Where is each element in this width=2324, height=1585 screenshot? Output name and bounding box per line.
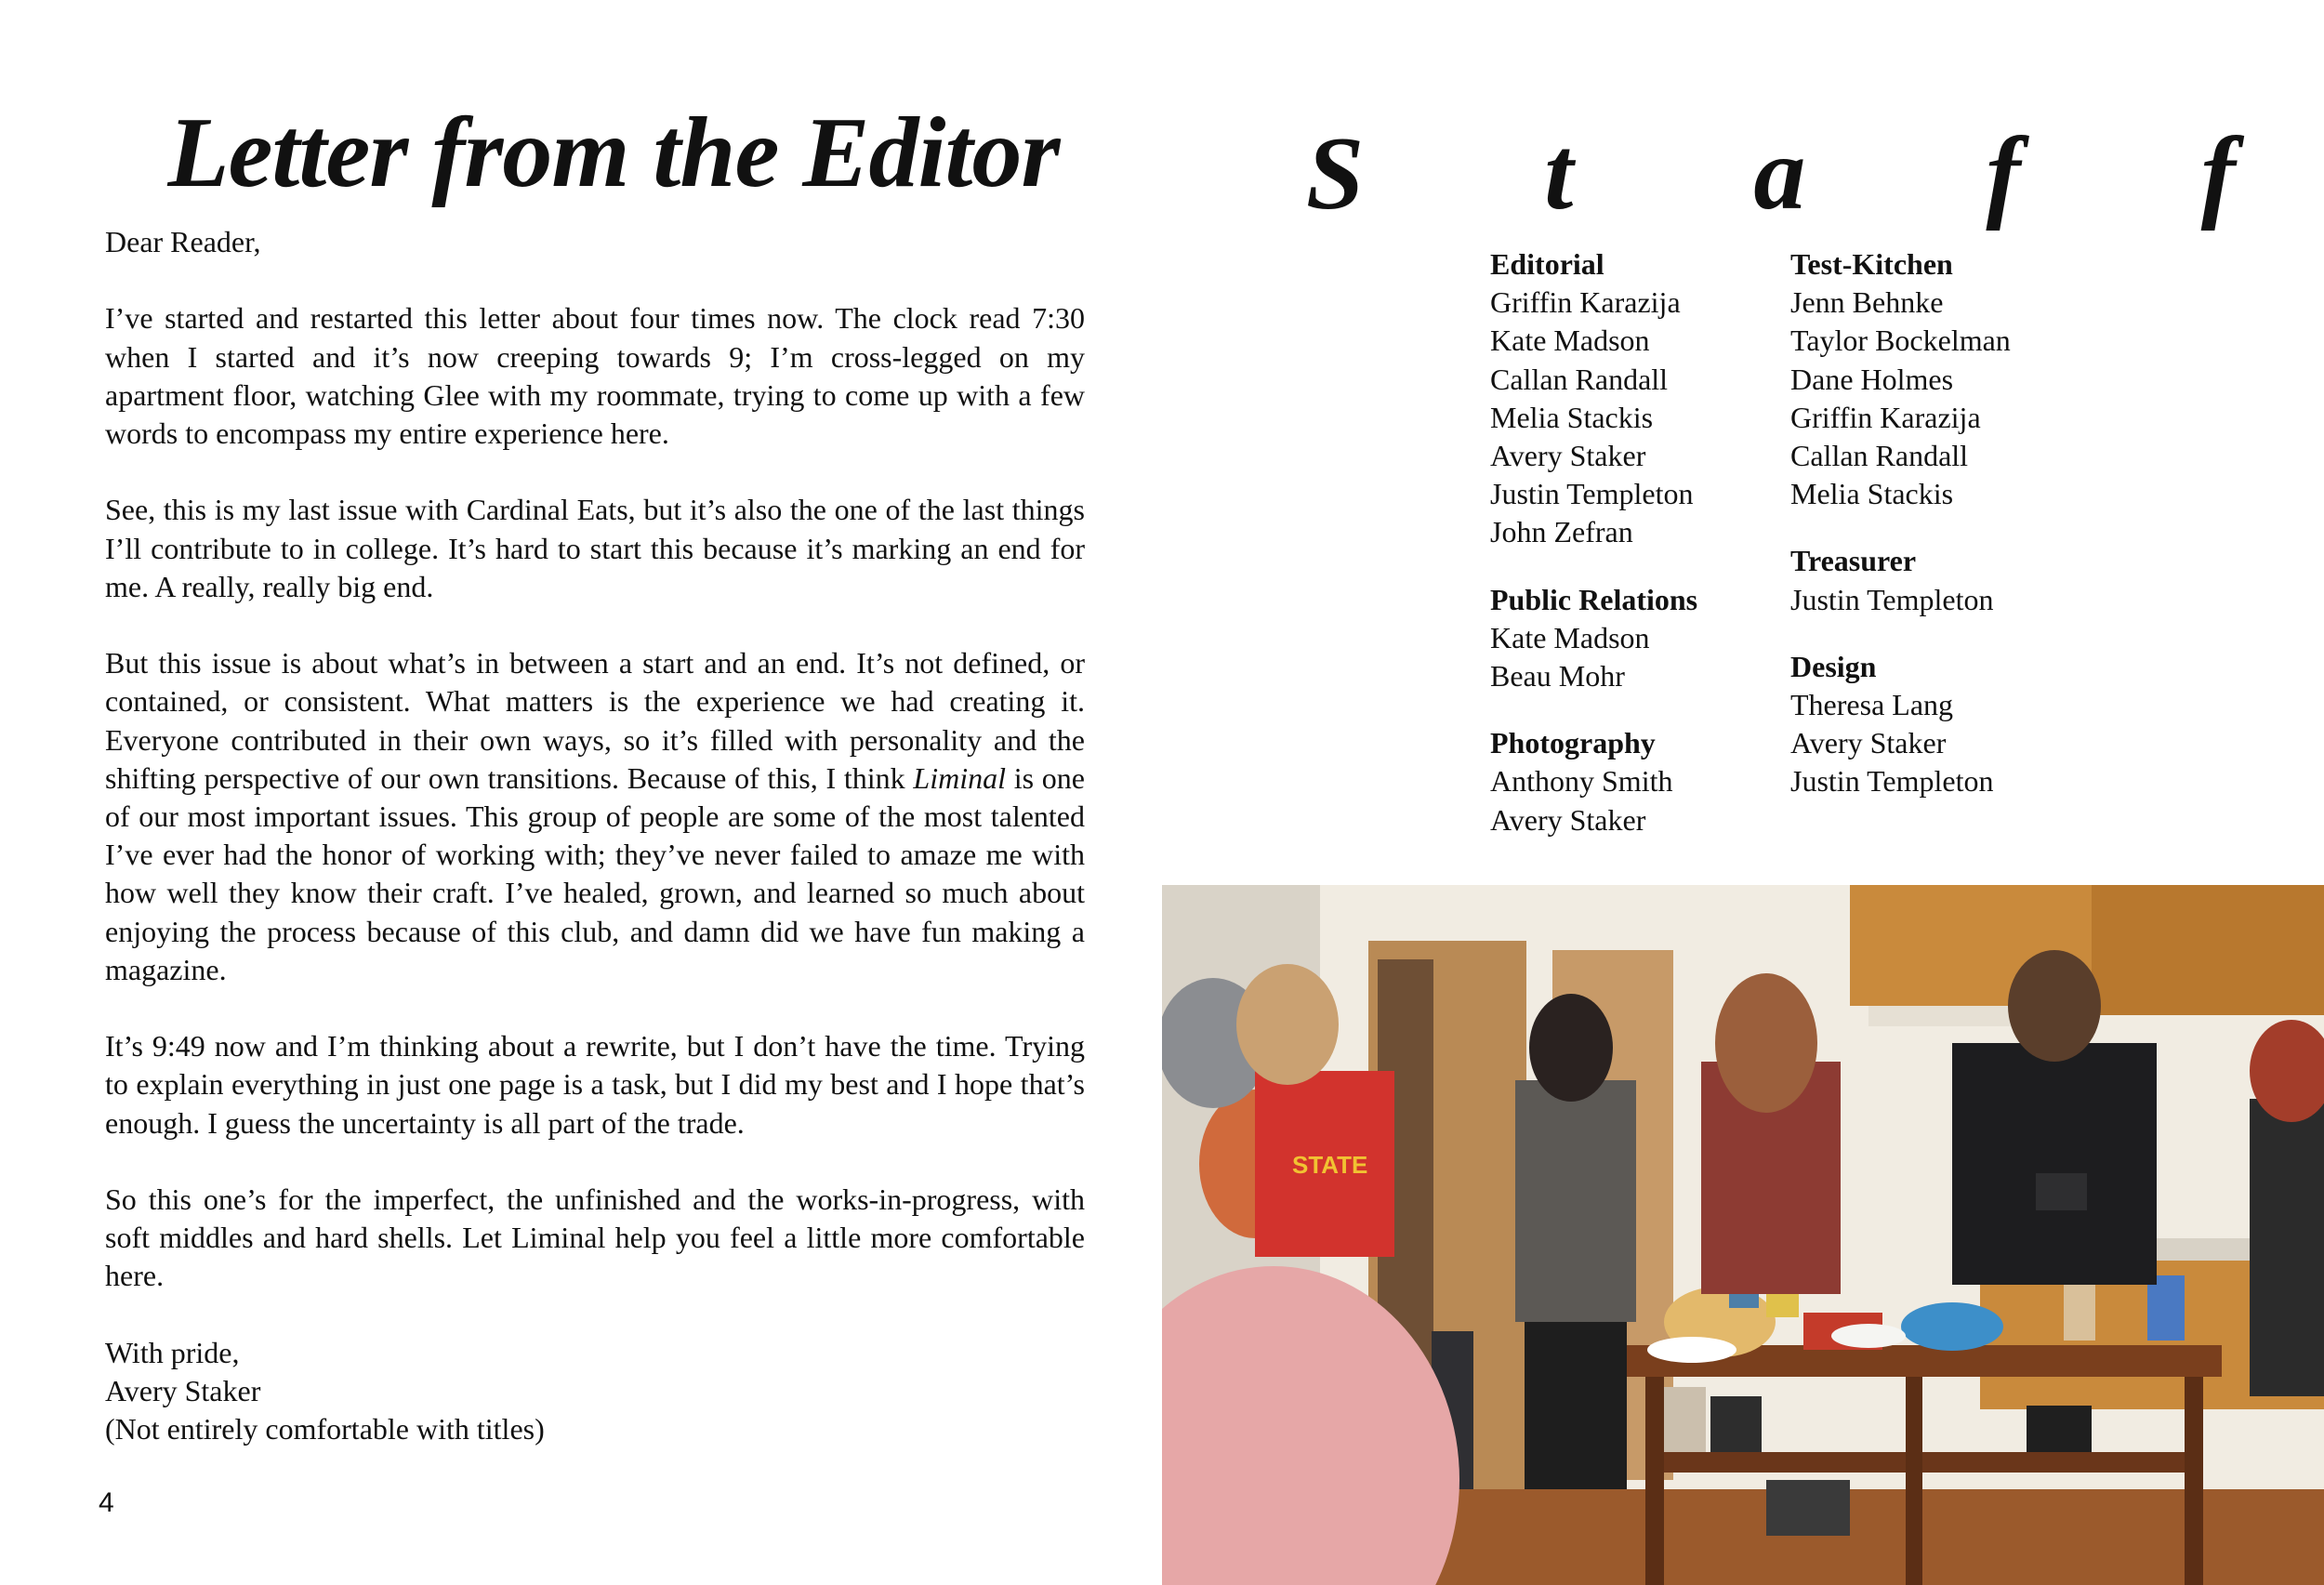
letter-paragraph-5: So this one’s for the imperfect, the unfinished and the works-in-progress, with soft middles and hard shells. Let Liminal help you feel a little more comfortable here. (105, 1182, 1085, 1293)
staff-name: Melia Stackis (1790, 477, 1954, 511)
letter-paragraph-2: See, this is my last issue with Cardinal Eats, but it’s also the one of the last things I’ll contribute to in college. It’s hard to start this because it’s marking an end for me. A really, really big end. (105, 493, 1085, 603)
kitchen-photo-illustration (1162, 885, 2324, 1585)
staff-title-letter: f (1986, 116, 2021, 231)
person-camera-jacket (1952, 1043, 2157, 1285)
letter-paragraph-3-start: But this issue is about what’s in between a start and an end. It’s not defined, or contained, or consistent. What matters is the experience we had creating it. Everyone contributed in their own ways, so it’s filled with personality and the shifting perspective of our own transitions. Because of this, I think (105, 646, 1085, 795)
staff-name: Dane Holmes (1790, 362, 1954, 396)
person-plaid-head (1529, 994, 1613, 1102)
letter-paragraph-1: I’ve started and restarted this letter about four times now. The clock read 7:30 when I started and it’s now creeping towards 9; I’m cross-legged on my apartment floor, watching Glee with my roommate, trying to come up with a few words to encompass my entire experience here. (105, 301, 1085, 450)
letter-signature: Avery Staker (105, 1374, 261, 1407)
table-leg (1645, 1377, 1664, 1585)
staff-group-test-kitchen (1790, 245, 2011, 513)
staff-name: Avery Staker (1790, 726, 1947, 760)
staff-group-editorial (1490, 245, 1697, 552)
staff-heading: Public Relations (1490, 582, 1698, 616)
white-bowl (1831, 1324, 1906, 1348)
staff-name: Kate Madson (1490, 324, 1650, 358)
staff-group-design (1790, 648, 2011, 801)
staff-column-right (1790, 245, 2011, 830)
staff-group-treasurer (1790, 542, 2011, 618)
staff-title (1306, 112, 2236, 236)
staff-name: Avery Staker (1490, 802, 1646, 837)
staff-name: Justin Templeton (1790, 764, 1994, 799)
bottle (2147, 1275, 2185, 1341)
letter-signature-note: (Not entirely comfortable with titles) (105, 1412, 545, 1446)
person-tiedye-head (1715, 973, 1817, 1113)
toaster (1766, 1480, 1850, 1536)
staff-title-letter: t (1544, 116, 1574, 231)
staff-name: Anthony Smith (1490, 764, 1673, 799)
crockpot (2027, 1406, 2092, 1452)
letter-signoff (105, 1334, 1085, 1449)
staff-heading: Test-Kitchen (1790, 247, 1953, 281)
staff-name: Taylor Bockelman (1790, 324, 2011, 358)
staff-title-letter: S (1306, 116, 1365, 231)
staff-heading: Photography (1490, 726, 1656, 760)
shirt-logo-text: STATE (1292, 1151, 1368, 1179)
person-plaid-sweater (1515, 1080, 1636, 1322)
staff-name: Avery Staker (1490, 439, 1646, 473)
table-shelf (1645, 1452, 2203, 1473)
staff-group-photography (1490, 724, 1697, 839)
person-plaid-legs (1525, 1322, 1627, 1489)
blender (1710, 1396, 1762, 1452)
staff-name: Melia Stackis (1490, 400, 1654, 434)
staff-group-public-relations (1490, 581, 1697, 696)
staff-name: Callan Randall (1490, 362, 1669, 396)
staff-name: Callan Randall (1790, 439, 1969, 473)
staff-name: Justin Templeton (1490, 477, 1694, 511)
staff-title-letter: a (1753, 116, 1806, 231)
letter-paragraph-4: It’s 9:49 now and I’m thinking about a rewrite, but I don’t have the time. Trying to explain everything in just one page is a task, but I did my best and I hope that’s enough. I guess the uncertainty is all part of the trade. (105, 1029, 1085, 1140)
staff-title-letter: f (2200, 116, 2236, 231)
staff-name: Theresa Lang (1790, 688, 1954, 722)
letter-paragraph-3-end: is one of our most important issues. This group of people are some of the most talented I’ve ever had the honor of working with; they’ve never failed to amaze me with how well they know their craft. I’ve healed, grown, and learned so much about enjoying the process because of this club, and damn did we have fun making a magazine. (105, 760, 1086, 986)
person-right-body (2250, 1099, 2324, 1396)
person-camera-head (2008, 950, 2101, 1062)
kitchen-group-photo (1162, 885, 2324, 1585)
table-leg (1906, 1377, 1922, 1585)
staff-name: Griffin Karazija (1490, 285, 1681, 320)
staff-name: John Zefran (1490, 515, 1633, 549)
letter-paragraph-3 (105, 644, 1085, 989)
staff-name: Justin Templeton (1790, 582, 1994, 616)
table-leg (2185, 1377, 2203, 1585)
staff-heading: Design (1790, 649, 1877, 683)
letter-closing: With pride, (105, 1335, 240, 1369)
striped-bowl (1901, 1302, 2003, 1351)
plate (1647, 1337, 1736, 1363)
bin (1664, 1387, 1706, 1452)
letter-title: Letter from the Editor (167, 98, 1060, 208)
staff-name: Jenn Behnke (1790, 285, 1944, 320)
staff-heading: Editorial (1490, 247, 1604, 281)
staff-name: Kate Madson (1490, 620, 1650, 654)
staff-heading: Treasurer (1790, 544, 1917, 578)
letter-body (105, 223, 1085, 1448)
issue-name-italic: Liminal (913, 760, 1006, 795)
person-red-head (1236, 964, 1339, 1085)
page-number: 4 (99, 1487, 114, 1518)
upper-cabinet-right (2092, 885, 2324, 1015)
camera-icon (2036, 1173, 2087, 1210)
staff-name: Griffin Karazija (1790, 400, 1981, 434)
letter-greeting: Dear Reader, (105, 225, 261, 258)
staff-name: Beau Mohr (1490, 659, 1625, 693)
staff-column-left (1490, 245, 1697, 868)
